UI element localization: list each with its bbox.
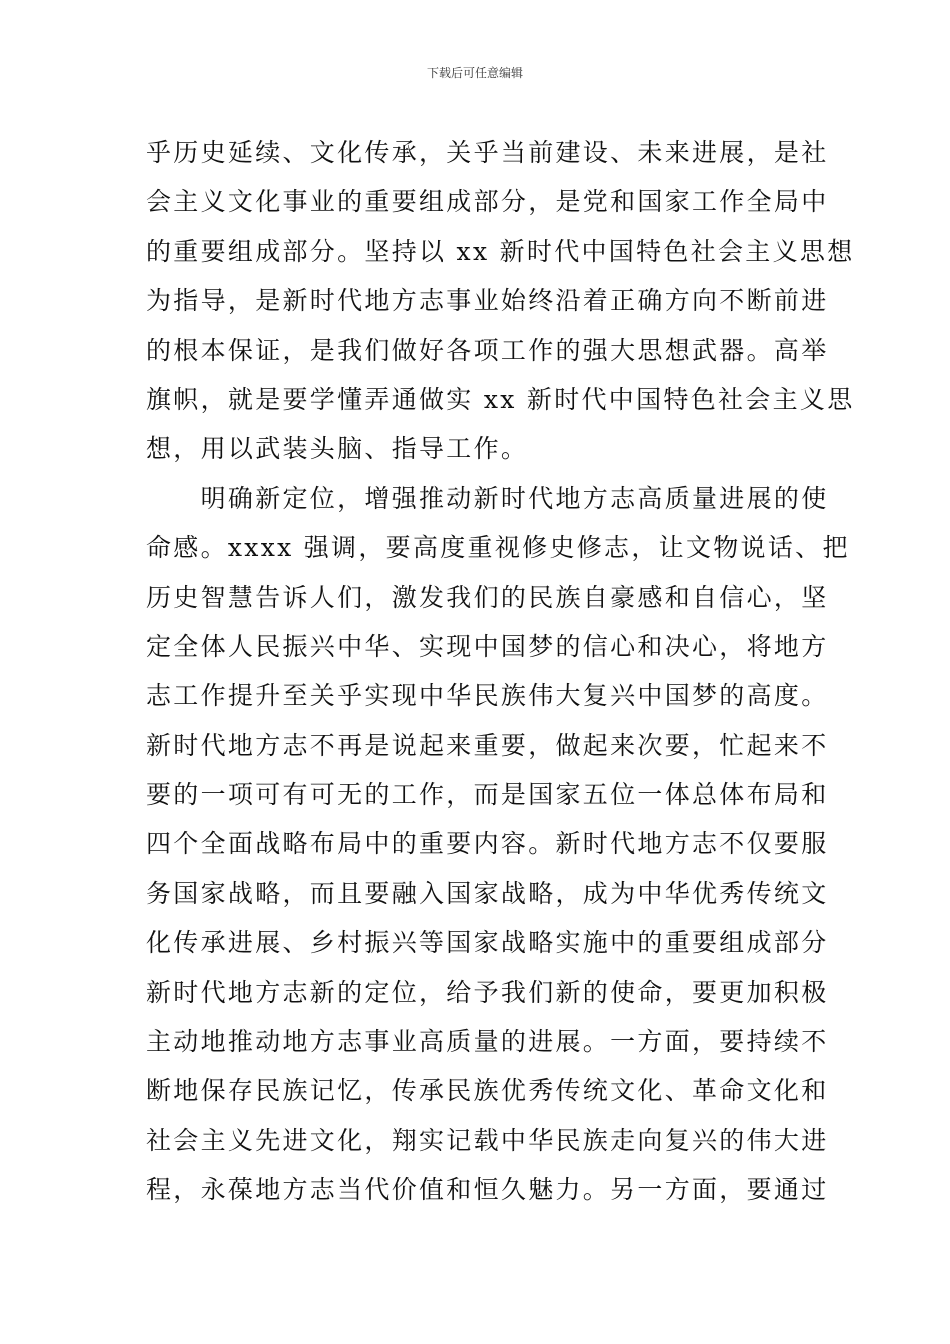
body-line: 社会主义先进文化，翔实记载中华民族走向复兴的伟大进	[146, 1125, 829, 1155]
body-line: 务国家战略，而且要融入国家战略，成为中华优秀传统文	[146, 878, 829, 908]
body-line: 命感。xxxx 强调，要高度重视修史修志，让文物说话、把	[146, 533, 850, 563]
body-line: 主动地推动地方志事业高质量的进展。一方面，要持续不	[146, 1027, 829, 1057]
body-line: 新时代地方志新的定位，给予我们新的使命，要更加积极	[146, 977, 829, 1007]
body-line: 志工作提升至关乎实现中华民族伟大复兴中国梦的高度。	[146, 681, 829, 711]
body-line: 乎历史延续、文化传承，关乎当前建设、未来进展，是社	[146, 138, 829, 167]
body-line: 化传承进展、乡村振兴等国家战略实施中的重要组成部分	[146, 928, 829, 958]
body-line: 要的一项可有可无的工作，而是国家五位一体总体布局和	[146, 780, 829, 810]
body-line: 为指导，是新时代地方志事业始终沿着正确方向不断前进	[146, 286, 829, 316]
body-line: 旗帜，就是要学懂弄通做实 xx 新时代中国特色社会主义思	[146, 384, 855, 414]
body-line: 的重要组成部分。坚持以 xx 新时代中国特色社会主义思想	[146, 236, 855, 266]
page-header: 下载后可任意编辑	[426, 66, 523, 80]
body-line: 历史智慧告诉人们，激发我们的民族自豪感和自信心，坚	[146, 582, 829, 612]
body-line: 程，永葆地方志当代价值和恒久魅力。另一方面，要通过	[146, 1175, 829, 1205]
body-line: 四个全面战略布局中的重要内容。新时代地方志不仅要服	[146, 829, 829, 859]
body-line: 会主义文化事业的重要组成部分，是党和国家工作全局中	[146, 187, 829, 217]
body-line: 明确新定位，增强推动新时代地方志高质量进展的使	[146, 483, 829, 513]
body-line: 的根本保证，是我们做好各项工作的强大思想武器。高举	[146, 335, 829, 365]
document-body	[146, 128, 855, 1215]
body-line: 定全体人民振兴中华、实现中国梦的信心和决心，将地方	[146, 631, 829, 661]
body-line: 断地保存民族记忆，传承民族优秀传统文化、革命文化和	[146, 1076, 829, 1106]
body-line: 新时代地方志不再是说起来重要，做起来次要，忙起来不	[146, 730, 829, 760]
body-line: 想，用以武装头脑、指导工作。	[146, 434, 529, 464]
